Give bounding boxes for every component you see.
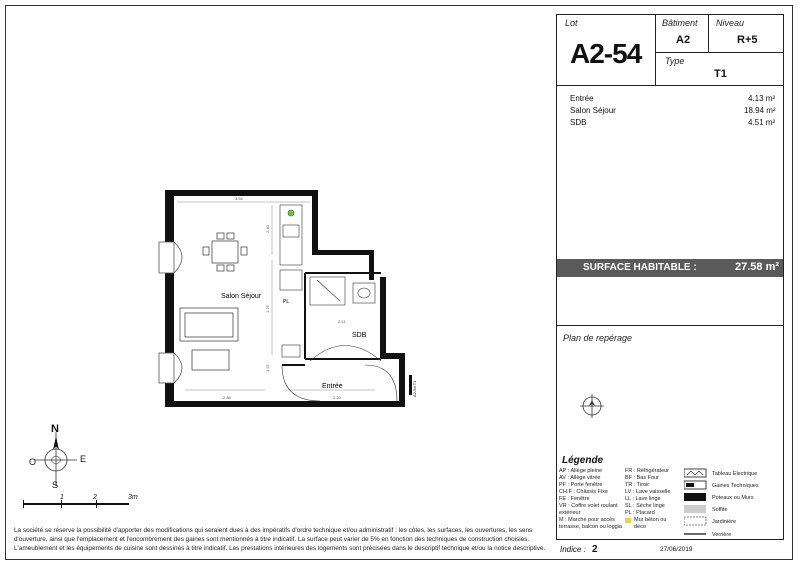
room-name: Entrée <box>570 94 594 103</box>
batiment-label: Bâtiment <box>662 18 698 28</box>
legend-item: LL : Lave linge <box>625 496 661 502</box>
scale-3: 3m <box>128 494 138 501</box>
scale-tick <box>23 500 24 508</box>
scale-2: 2 <box>93 494 97 501</box>
legend-item: LV : Lave vaisselle <box>625 489 671 495</box>
kitchen-units <box>280 205 302 290</box>
type-label: Type <box>665 56 685 66</box>
dim-bottom-left: 2.88 <box>223 395 231 400</box>
indice-value: 2 <box>592 544 598 555</box>
legend-item: PL : Placard <box>625 510 655 516</box>
wall-step-top <box>312 250 374 255</box>
dim-top: 3.54 <box>235 196 243 201</box>
compass-n: N <box>51 423 59 435</box>
disclaimer-line: L'ameublement et les équipements de cuisine sont dessinés à titre indicatif. Les prestations intérieures des logements sont précisées dans le descriptif technique et/ou la notice descriptive. <box>14 545 546 552</box>
plan-date: 27/06/2019 <box>660 546 693 553</box>
panel-divider <box>655 15 656 85</box>
sofa-icon <box>180 308 238 341</box>
room-area: 18.94 m² <box>744 106 776 115</box>
legend-item: Jardinière <box>712 519 737 525</box>
legend-item: SL : Sèche linge <box>625 503 665 509</box>
legend-swatch-beton <box>625 518 631 523</box>
compass-e: E <box>80 454 87 464</box>
niveau-value: R+5 <box>737 34 758 46</box>
legend-item: Verrière <box>712 532 732 538</box>
entree-label: Entrée <box>322 383 343 390</box>
batiment-value: A2 <box>676 34 691 46</box>
scale-tick <box>61 500 62 508</box>
dim-kitchen: 2.40 <box>265 225 270 233</box>
legend-item: Gaines Techniques <box>712 483 759 489</box>
scale-1: 1 <box>60 494 64 501</box>
dim-sdb: 2.11 <box>338 319 346 324</box>
wall-right-upper <box>312 190 318 250</box>
disclaimer-line: La société se réserve la possibilité d'apporter des modifications qui seraient dues à des impératifs d'ordre technique et/ou administratif : les côtes, les surfaces, les ouvertures, les sens <box>14 527 533 534</box>
room-name: Salon Séjour <box>570 106 616 115</box>
legend-title: Légende <box>562 455 604 466</box>
room-name: SDB <box>570 118 587 127</box>
wall-bottom <box>165 401 403 407</box>
legend-item: M : Marche pour accès terrasse, balcon ou loggia <box>559 517 622 530</box>
panel-divider <box>557 85 783 86</box>
surface-habitable-bar <box>557 259 783 277</box>
wall-left-upper <box>165 190 174 242</box>
wall-entry-right <box>399 353 405 407</box>
surface-value: 27.58 m² <box>735 261 780 273</box>
legend-item: Mur béton ou déco <box>634 517 667 530</box>
sdb-label: SDB <box>352 332 367 339</box>
legend-item: CH.F : Châssis Fixe <box>559 489 608 495</box>
lot-value: A2-54 <box>570 38 642 69</box>
disclaimer-line: d'ouverture, ainsi que l'emplacement et l'encombrement des gaines sont mentionnés à titre indicatif. La surface peut varier de 5% en fonction des techniques de construction choisies. <box>14 536 530 543</box>
bathroom-fixtures <box>282 277 381 361</box>
salon-label: Salon Séjour <box>221 293 262 300</box>
legend-item: PF : Porte fenêtre <box>559 482 603 488</box>
compass-rose-icon <box>25 420 100 490</box>
wall-sdb-right <box>380 277 386 359</box>
surface-label: SURFACE HABITABLE : <box>583 262 697 273</box>
legend-item: AV : Allège vitrée <box>559 475 601 481</box>
wall-step-right <box>369 250 374 280</box>
niveau-label: Niveau <box>716 18 745 28</box>
panel-divider <box>656 52 783 53</box>
wall-left-mid <box>165 273 174 353</box>
reperage-label: Plan de repérage <box>563 333 633 343</box>
dim-lower: 1.97 <box>265 364 270 372</box>
reperage-compass-icon <box>578 392 608 422</box>
legend-item: BF : Bas Four <box>625 475 659 481</box>
scale-bar <box>23 503 129 505</box>
coffee-table-icon <box>192 350 229 370</box>
dim-mid: 1.76 <box>265 305 270 313</box>
lot-label: Lot <box>565 18 578 28</box>
plant-icon <box>289 211 294 216</box>
pl-label: PL <box>283 299 290 305</box>
room-area: 4.51 m² <box>748 118 776 127</box>
legend-swatches <box>684 468 718 538</box>
panel-divider <box>708 15 709 52</box>
room-area: 4.13 m² <box>748 94 776 103</box>
legend-item: FR : Réfrigérateur <box>625 468 670 474</box>
legend-item: VR : Coffre volet roulant extérieur <box>559 503 618 516</box>
compass-o: O <box>29 457 37 467</box>
dim-bottom-right: 2.20 <box>333 395 341 400</box>
dining-table-icon <box>203 233 247 271</box>
floor-plan <box>145 185 425 415</box>
legend-item: Soffite <box>712 507 728 513</box>
panel-divider <box>557 325 783 326</box>
legend-item: Poteaux ou Murs <box>712 495 754 501</box>
type-value: T1 <box>714 68 727 80</box>
disclaimer <box>14 526 554 553</box>
section-label: A2-54 T1 <box>412 380 417 397</box>
indice-label: Indice : <box>560 545 586 554</box>
legend-item: TR : Tiroir <box>625 482 650 488</box>
legend-item: Tableau Electrique <box>712 471 758 477</box>
compass-s: S <box>52 480 59 490</box>
legend-item: FE : Fenêtre <box>559 496 590 502</box>
scale-tick <box>96 500 97 508</box>
legend-item: AP : Allège pleine <box>559 468 603 474</box>
